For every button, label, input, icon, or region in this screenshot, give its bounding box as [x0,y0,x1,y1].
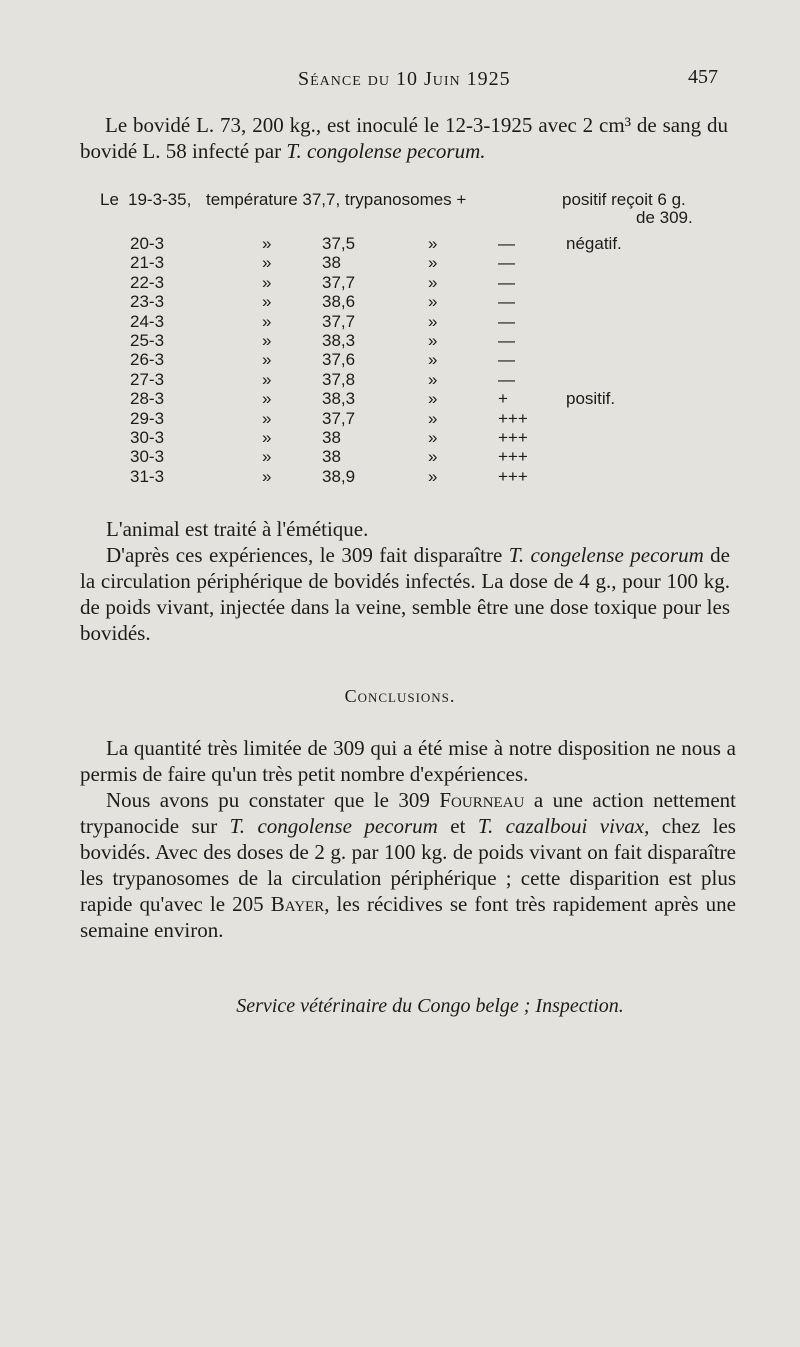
table-row [0,389,800,409]
row-trypanosomes: +++ [498,428,528,447]
row-date: 23-3 [130,292,165,312]
row-ditto-2: » [428,253,438,273]
row-ditto-2: » [428,466,438,486]
first-row-note-1: positif reçoit 6 g. [562,190,686,209]
row-temperature: 38,9 [322,466,356,486]
table-row [0,331,800,351]
row-note: positif. [566,389,616,409]
row-date: 20-3 [130,234,165,253]
row-temperature: 37,6 [322,350,356,370]
row-date: 24-3 [130,311,165,331]
row-trypanosomes: — [498,272,515,292]
row-note: négatif. [566,234,622,253]
table-row [0,428,800,448]
row-ditto-2: » [428,428,438,447]
row-date: 27-3 [130,369,165,389]
row-trypanosomes: — [498,331,515,350]
row-trypanosomes: +++ [498,408,528,428]
first-row-date: 19-3-35, [128,190,192,209]
body-p2-text-a: D'après ces expériences, le 309 fait disparaître [106,543,509,567]
table-row [0,253,800,273]
row-trypanosomes: — [498,253,515,273]
row-ditto-2: » [428,331,438,350]
row-ditto-1: » [262,447,272,467]
row-temperature: 38 [322,428,341,447]
conc-p2-b: a une action nettement trypanocide sur [80,788,736,838]
row-date: 31-3 [130,466,165,486]
intro-paragraph [80,112,728,164]
first-row-note-2: de 309. [636,208,693,227]
page-header [0,62,800,92]
intro-text: Le bovidé L. 73, 200 kg., est inoculé le 12-3-1925 avec 2 cm³ de sang du bovidé L. 58 infecté par [80,113,728,163]
row-temperature: 38 [322,447,341,467]
row-ditto-2: » [428,272,438,292]
body-p2-italic: T. congelense pecorum [508,543,704,567]
row-ditto-2: » [428,369,438,389]
row-trypanosomes: — [498,311,515,331]
page-number: 457 [688,66,718,88]
row-date: 30-3 [130,447,165,467]
conc-p2-species-1: T. congolense pecorum [229,814,438,838]
conc-p2-c: et [437,814,478,838]
row-ditto-2: » [428,389,438,409]
row-ditto-2: » [428,408,438,428]
row-date: 30-3 [130,428,165,447]
conclusions-heading: Conclusions. [344,686,456,706]
row-ditto-1: » [262,466,272,486]
row-ditto-2: » [428,350,438,370]
row-ditto-2: » [428,292,438,312]
conclusions-paragraph-2 [80,787,736,943]
intro-italic: T. congolense pecorum. [286,139,486,163]
row-trypanosomes: + [498,389,508,409]
conclusions-text [80,735,736,943]
body-paragraph-1: L'animal est traité à l'émétique. [106,517,369,541]
conc-p2-author-1: Fourneau [439,788,525,812]
row-ditto-1: » [262,253,272,273]
row-temperature: 38 [322,253,341,273]
row-ditto-1: » [262,428,272,447]
table-row [0,292,800,312]
row-temperature: 38,3 [322,389,356,409]
body-paragraph-2 [80,542,730,646]
row-ditto-1: » [262,292,272,312]
row-trypanosomes: — [498,350,515,370]
row-trypanosomes: +++ [498,447,528,467]
row-ditto-1: » [262,350,272,370]
body-p2-text-b: de la circulation périphérique de bovidés infectés. La dose de 4 g., pour 100 kg. de poids vivant, injectée dans la veine, semble être une dose toxique pour les bovidés. [80,543,731,645]
running-head: Séance du 10 Juin 1925 [298,68,511,90]
row-date: 25-3 [130,331,165,350]
row-temperature: 37,7 [322,272,356,292]
conc-p2-d: chez les bovidés. Avec des doses de 2 g. par 100 kg. de poids vivant on fait disparaître les trypanosomes de la circulation périphérique ; cette disparition est plus rapide qu'avec le 205 [80,814,736,916]
signature-line: Service vétérinaire du Congo belge ; Inspection. [236,995,624,1017]
row-date: 28-3 [130,389,165,409]
row-ditto-1: » [262,389,272,409]
row-trypanosomes: — [498,234,515,253]
conc-p2-a: Nous avons pu constater que le 309 [106,788,440,812]
row-ditto-1: » [262,234,272,253]
row-temperature: 37,5 [322,234,356,253]
first-row-prefix: Le [100,190,119,209]
table-row [0,350,800,370]
row-date: 26-3 [130,350,165,370]
row-ditto-1: » [262,369,272,389]
first-row-label: température 37,7, trypanosomes + [206,190,467,209]
row-ditto-2: » [428,447,438,467]
row-trypanosomes: — [498,292,515,312]
conc-p2-e: les récidives se font très rapidement après une semaine environ. [80,892,737,942]
row-ditto-1: » [262,408,272,428]
row-temperature: 38,3 [322,331,356,350]
table-row [0,273,800,293]
row-ditto-1: » [262,311,272,331]
table-first-row [0,190,800,227]
conclusions-paragraph-1: La quantité très limitée de 309 qui a été mise à notre disposition ne nous a permis de faire qu'un très petit nombre d'expériences. [80,736,736,786]
row-date: 29-3 [130,408,165,428]
row-temperature: 37,7 [322,311,356,331]
table-row [0,312,800,332]
row-date: 21-3 [130,253,165,273]
row-trypanosomes: — [498,369,515,389]
row-date: 22-3 [130,272,165,292]
table-row [0,234,800,254]
row-temperature: 37,8 [322,369,356,389]
table-row [0,447,800,467]
row-ditto-2: » [428,234,438,253]
conc-p2-author-2: Bayer, [270,892,330,916]
row-temperature: 37,7 [322,408,356,428]
row-trypanosomes: +++ [498,466,528,486]
table-row [0,370,800,390]
row-ditto-1: » [262,331,272,350]
row-ditto-1: » [262,272,272,292]
table-row [0,409,800,429]
row-ditto-2: » [428,311,438,331]
table-row [0,467,800,487]
conc-p2-species-2: T. cazalboui vivax, [477,814,650,838]
body-text [80,516,730,646]
row-temperature: 38,6 [322,292,356,312]
